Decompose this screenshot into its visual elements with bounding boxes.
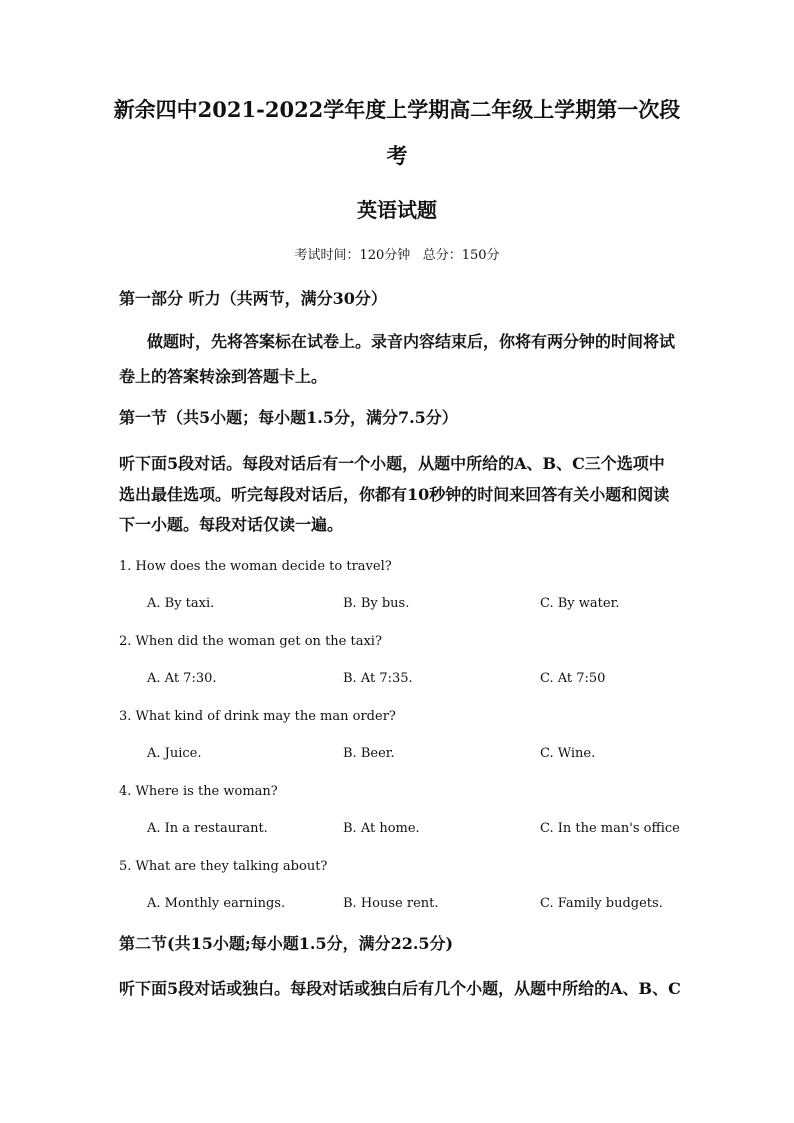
question-3-option-a: A. Juice. bbox=[147, 746, 202, 761]
section1-instruction-line-3: 下一小题。每段对话仅读一遍。 bbox=[119, 515, 344, 534]
question-4-option-a: A. In a restaurant. bbox=[147, 821, 268, 836]
section2-instruction-line-1: 听下面5段对话或独白。每段对话或独白后有几个小题，从题中所给的A、B、C bbox=[119, 979, 681, 998]
question-5-option-a: A. Monthly earnings. bbox=[147, 896, 286, 911]
question-3-option-b: B. Beer. bbox=[343, 746, 395, 761]
part1-heading: 第一部分 听力（共两节，满分30分） bbox=[119, 289, 387, 308]
section1-heading: 第一节（共5小题；每小题1.5分，满分7.5分） bbox=[119, 408, 458, 427]
exam-title-line-1: 新余四中2021-2022学年度上学期高二年级上学期第一次段 bbox=[113, 97, 681, 122]
question-1-option-a: A. By taxi. bbox=[147, 596, 215, 611]
question-5-option-c: C. Family budgets. bbox=[540, 896, 663, 911]
question-2-option-c: C. At 7:50 bbox=[540, 671, 606, 686]
part1-instruction-line-2: 卷上的答案转涂到答题卡上。 bbox=[119, 367, 328, 386]
section1-instruction-line-1: 听下面5段对话。每段对话后有一个小题，从题中所给的A、B、C三个选项中 bbox=[119, 454, 665, 473]
question-5-option-b: B. House rent. bbox=[343, 896, 439, 911]
question-3-option-c: C. Wine. bbox=[540, 746, 596, 761]
part1-instruction-line-1: 做题时，先将答案标在试卷上。录音内容结束后，你将有两分钟的时间将试 bbox=[147, 332, 676, 351]
question-1-text: 1. How does the woman decide to travel? bbox=[119, 559, 392, 574]
question-3-text: 3. What kind of drink may the man order? bbox=[119, 709, 396, 724]
question-2-option-a: A. At 7:30. bbox=[147, 671, 217, 686]
question-5-text: 5. What are they talking about? bbox=[119, 859, 328, 874]
question-4-option-c: C. In the man's office bbox=[540, 821, 680, 836]
subject-title: 英语试题 bbox=[357, 198, 437, 222]
exam-title-line-2: 考 bbox=[386, 143, 408, 168]
section2-heading: 第二节(共15小题;每小题1.5分，满分22.5分) bbox=[119, 934, 454, 953]
question-2-text: 2. When did the woman get on the taxi? bbox=[119, 634, 382, 649]
question-4-text: 4. Where is the woman? bbox=[119, 784, 278, 799]
question-2-option-b: B. At 7:35. bbox=[343, 671, 413, 686]
question-1-option-c: C. By water. bbox=[540, 596, 620, 611]
exam-info: 考试时间：120分钟 总分：150分 bbox=[294, 248, 500, 263]
question-4-option-b: B. At home. bbox=[343, 821, 420, 836]
section1-instruction-line-2: 选出最佳选项。听完每段对话后，你都有10秒钟的时间来回答有关小题和阅读 bbox=[119, 485, 670, 504]
question-1-option-b: B. By bus. bbox=[343, 596, 410, 611]
